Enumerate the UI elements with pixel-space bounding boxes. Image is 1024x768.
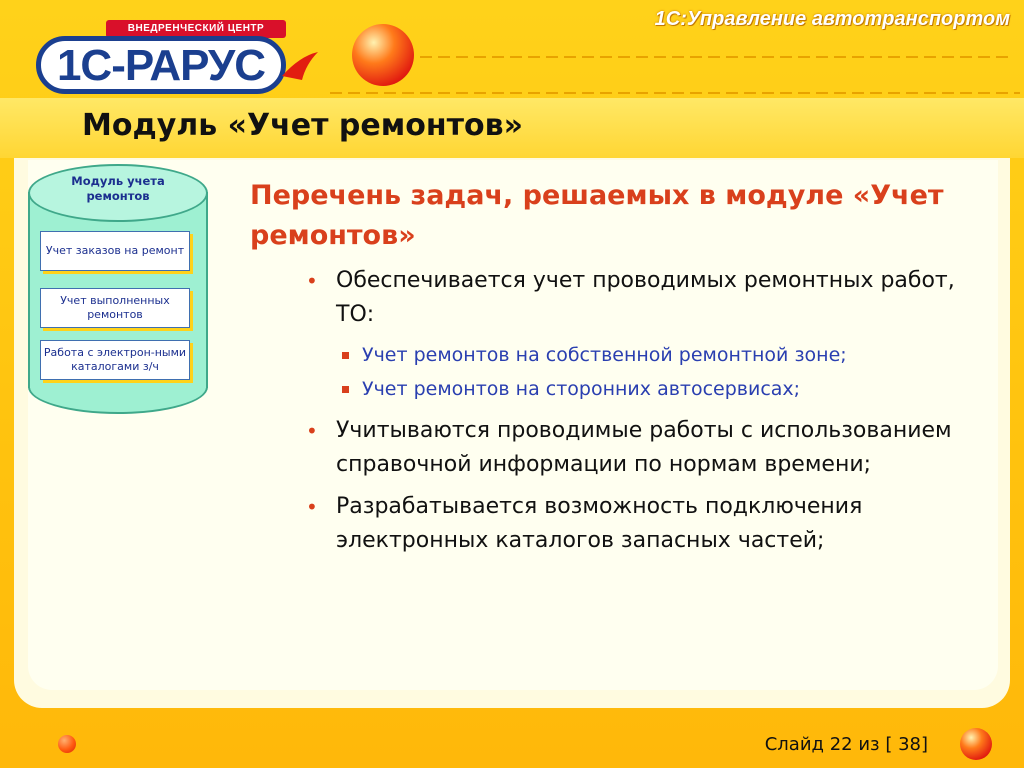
sub-bullet-item (336, 372, 980, 406)
company-logo (28, 16, 318, 96)
bullet-item (300, 264, 980, 406)
module-box-orders: Учет заказов на ремонт (40, 231, 190, 271)
bullet-text: Учитываются проводимые работы с использованием справочной информации по нормам времени; (336, 418, 952, 477)
bullet-text: Обеспечивается учет проводимых ремонтных работ, ТО: (336, 268, 955, 327)
logo-banner: ВНЕДРЕНЧЕСКИЙ ЦЕНТР (106, 20, 286, 38)
bullet-item (300, 414, 980, 482)
decorative-dashes (330, 92, 1020, 94)
decorative-ball-icon (960, 728, 992, 760)
logo-wordmark: 1С-РАРУС (36, 36, 286, 94)
sub-bullet-text: Учет ремонтов на сторонних автосервисах; (362, 378, 801, 400)
module-diagram-title: Модуль учета ремонтов (71, 174, 165, 203)
slide-title: Модуль «Учет ремонтов» (82, 108, 523, 143)
decorative-ball-icon (352, 24, 414, 86)
module-box-catalogs: Работа с электрон-ными каталогами з/ч (40, 340, 190, 380)
sub-bullet-item (336, 338, 980, 372)
sub-bullet-list (336, 338, 980, 406)
decorative-dashes (420, 56, 1010, 58)
square-bullet-icon (342, 386, 349, 393)
product-name: 1С:Управление автотранспортом (654, 8, 1010, 30)
square-bullet-icon (342, 352, 349, 359)
slide-number: Слайд 22 из [ 38] (764, 734, 928, 755)
bullet-text: Разрабатывается возможность подключения электронных каталогов запасных частей; (336, 494, 863, 553)
module-box-completed: Учет выполненных ремонтов (40, 288, 190, 328)
bullet-icon: • (306, 269, 318, 293)
decorative-ball-icon (58, 735, 76, 753)
content-heading: Перечень задач, решаемых в модуле «Учет ремонтов» (250, 180, 944, 251)
logo-swoosh-icon (280, 46, 320, 86)
bullet-item (300, 490, 980, 558)
bullet-list (300, 264, 980, 566)
bullet-icon: • (306, 419, 318, 443)
bullet-icon: • (306, 495, 318, 519)
sub-bullet-text: Учет ремонтов на собственной ремонтной зоне; (362, 344, 847, 366)
